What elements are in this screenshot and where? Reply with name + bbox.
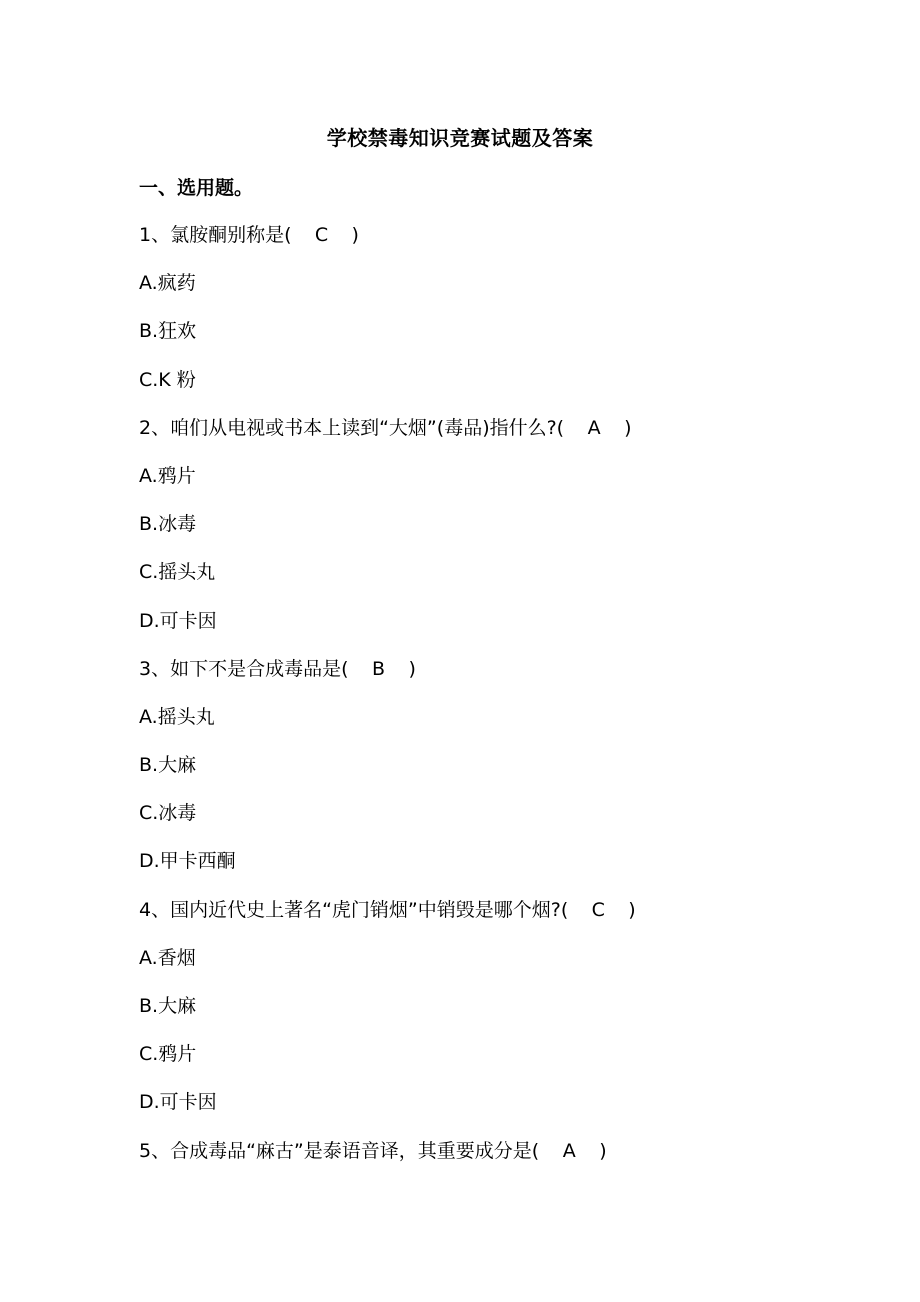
option-line: D.可卡因 (139, 1091, 217, 1114)
option-line: B.大麻 (139, 995, 197, 1017)
option-line: B.大麻 (139, 754, 197, 777)
document-title: 学校禁毒知识竞赛试题及答案 (326, 126, 594, 150)
answer-close-paren: ) (599, 1139, 607, 1162)
question-line (139, 1136, 839, 1184)
option-line: A.香烟 (139, 946, 196, 969)
question-line (139, 220, 839, 268)
question-text: 3、如下不是合成毒品是( (139, 657, 349, 680)
option-line: C.K 粉 (139, 368, 196, 391)
option-line: C.鸦片 (139, 1043, 197, 1066)
question-text: 1、氯胺酮别称是( (139, 224, 292, 246)
question-line (139, 654, 839, 702)
option-line: C.摇头丸 (139, 561, 216, 584)
answer-letter: A (562, 1139, 576, 1162)
question-list (139, 220, 839, 1184)
question-text: 4、国内近代史上著名“虎门销烟”中销毁是哪个烟?( (139, 898, 569, 921)
answer-letter: C (591, 898, 605, 921)
answer-letter: C (314, 224, 329, 246)
answer-close-paren: ) (624, 416, 632, 439)
section-heading: 一、选用题。 (139, 177, 254, 199)
answer-close-paren: ) (351, 224, 359, 246)
option-line: A.疯药 (139, 272, 196, 295)
answer-close-paren: ) (628, 898, 636, 921)
answer-letter: A (587, 416, 601, 439)
answer-close-paren: ) (408, 657, 416, 680)
option-line: A.鸦片 (139, 464, 196, 487)
option-line: C.冰毒 (139, 802, 197, 825)
option-line: D.甲卡西酮 (139, 850, 236, 873)
answer-letter: B (371, 657, 386, 680)
option-line: B.冰毒 (139, 513, 197, 536)
option-line: D.可卡因 (139, 609, 217, 632)
question-line (139, 413, 839, 461)
question-line (139, 895, 839, 943)
question-text: 5、合成毒品“麻古”是泰语音译，其重要成分是( (139, 1139, 540, 1162)
option-line: B.狂欢 (139, 320, 197, 343)
option-line: A.摇头丸 (139, 705, 215, 728)
question-text: 2、咱们从电视或书本上读到“大烟”(毒品)指什么?( (139, 416, 565, 439)
